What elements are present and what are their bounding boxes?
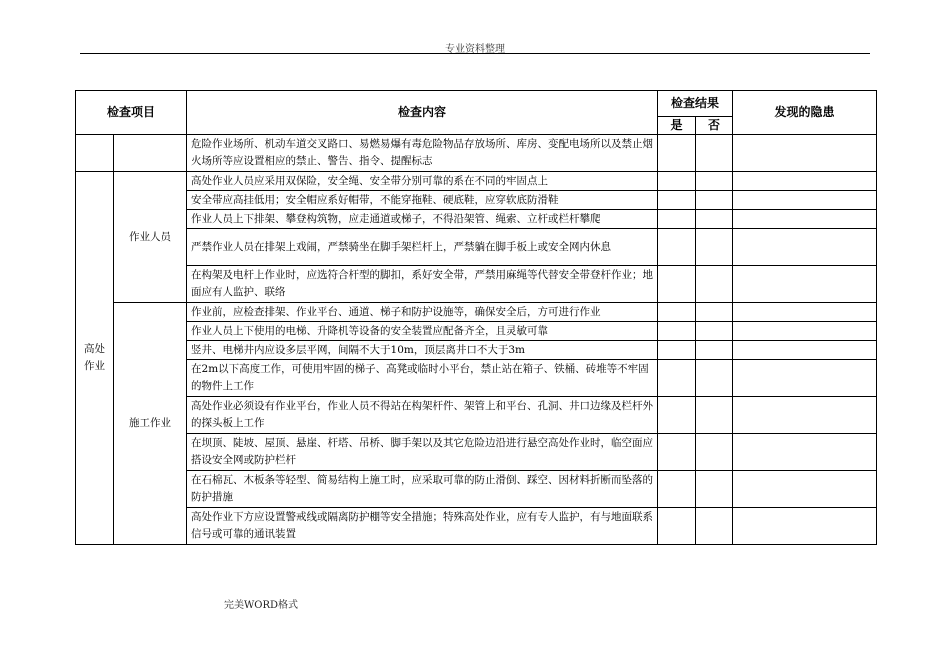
no-checkbox-cell[interactable] [696,322,733,341]
yes-checkbox-cell[interactable] [658,397,696,434]
table-row [76,210,877,229]
table-row [76,322,877,341]
check-content: 竖井、电梯井内应设多层平网，间隔不大于10m，顶层离井口不大于3m [187,341,658,360]
hazard-cell[interactable] [733,322,877,341]
yes-checkbox-cell[interactable] [658,135,696,172]
no-checkbox-cell[interactable] [696,341,733,360]
header-result: 检查结果 [658,91,733,117]
hazard-cell[interactable] [733,266,877,303]
yes-checkbox-cell[interactable] [658,471,696,508]
no-checkbox-cell[interactable] [696,471,733,508]
check-content: 严禁作业人员在排架上戏闹，严禁骑坐在脚手架栏杆上，严禁躺在脚手板上或安全网内休息 [187,229,658,266]
header-content: 检查内容 [187,91,658,135]
no-checkbox-cell[interactable] [696,508,733,545]
header-divider [80,53,870,54]
table-row [76,434,877,471]
no-checkbox-cell[interactable] [696,229,733,266]
no-checkbox-cell[interactable] [696,210,733,229]
no-checkbox-cell[interactable] [696,266,733,303]
table-header-row [76,91,877,117]
subcategory-label: 作业人员 [114,172,187,303]
hazard-cell[interactable] [733,135,877,172]
yes-checkbox-cell[interactable] [658,322,696,341]
hazard-cell[interactable] [733,210,877,229]
header-yes: 是 [658,117,696,135]
yes-checkbox-cell[interactable] [658,508,696,545]
no-checkbox-cell[interactable] [696,360,733,397]
inspection-checklist-table [75,90,877,545]
table-row [76,471,877,508]
yes-checkbox-cell[interactable] [658,172,696,191]
check-content: 危险作业场所、机动车道交叉路口、易燃易爆有毒危险物品存放场所、库房、变配电场所以及禁止烟火场所等应设置相应的禁止、警告、指令、提醒标志 [187,135,658,172]
yes-checkbox-cell[interactable] [658,341,696,360]
hazard-cell[interactable] [733,471,877,508]
no-checkbox-cell[interactable] [696,303,733,322]
table-row [76,191,877,210]
check-content: 作业前，应检查排架、作业平台、通道、梯子和防护设施等，确保安全后，方可进行作业 [187,303,658,322]
page-footer: 完美WORD格式 [224,600,299,611]
header-no: 否 [696,117,733,135]
subcategory-label: 施工作业 [114,303,187,545]
yes-checkbox-cell[interactable] [658,360,696,397]
empty-cell [114,135,187,172]
yes-checkbox-cell[interactable] [658,266,696,303]
hazard-cell[interactable] [733,229,877,266]
no-checkbox-cell[interactable] [696,191,733,210]
hazard-cell[interactable] [733,341,877,360]
check-content: 在构架及电杆上作业时，应选符合杆型的脚扣，系好安全带，严禁用麻绳等代替安全带登杆作业；地面应有人监护、联络 [187,266,658,303]
yes-checkbox-cell[interactable] [658,229,696,266]
table-row [76,266,877,303]
hazard-cell[interactable] [733,303,877,322]
check-content: 作业人员上下排架、攀登构筑物，应走通道或梯子，不得沿架管、绳索、立杆或栏杆攀爬 [187,210,658,229]
page-header: 专业资料整理 [445,44,505,55]
yes-checkbox-cell[interactable] [658,434,696,471]
table-row [76,229,877,266]
hazard-cell[interactable] [733,172,877,191]
table-row [76,508,877,545]
hazard-cell[interactable] [733,191,877,210]
yes-checkbox-cell[interactable] [658,210,696,229]
table-row [76,135,877,172]
hazard-cell[interactable] [733,397,877,434]
header-item: 检查项目 [76,91,187,135]
check-content: 高处作业人员应采用双保险，安全绳、安全带分别可靠的系在不同的牢固点上 [187,172,658,191]
no-checkbox-cell[interactable] [696,397,733,434]
hazard-cell[interactable] [733,360,877,397]
yes-checkbox-cell[interactable] [658,303,696,322]
check-content: 安全带应高挂低用；安全帽应系好帽带，不能穿拖鞋、硬底鞋，应穿软底防滑鞋 [187,191,658,210]
table-row [76,303,877,322]
table-row [76,397,877,434]
table-row [76,341,877,360]
no-checkbox-cell[interactable] [696,434,733,471]
check-content: 高处作业必须设有作业平台，作业人员不得站在构架杆件、架管上和平台、孔洞、井口边缘及栏杆外的探头板上工作 [187,397,658,434]
check-content: 高处作业下方应设置警戒线或隔离防护棚等安全措施；特殊高处作业，应有专人监护，有与地面联系信号或可靠的通讯装置 [187,508,658,545]
check-content: 在坝顶、陡坡、屋顶、悬崖、杆塔、吊桥、脚手架以及其它危险边沿进行悬空高处作业时，临空面应搭设安全网或防护栏杆 [187,434,658,471]
table-row [76,360,877,397]
yes-checkbox-cell[interactable] [658,191,696,210]
check-content: 在石棉瓦、木板条等轻型、简易结构上施工时，应采取可靠的防止滑倒、踩空、因材料折断而坠落的防护措施 [187,471,658,508]
no-checkbox-cell[interactable] [696,135,733,172]
category-label: 高处作业 [76,172,114,545]
check-content: 作业人员上下使用的电梯、升降机等设备的安全装置应配备齐全，且灵敏可靠 [187,322,658,341]
no-checkbox-cell[interactable] [696,172,733,191]
hazard-cell[interactable] [733,508,877,545]
header-hazards: 发现的隐患 [733,91,877,135]
check-content: 在2m以下高度工作，可使用牢固的梯子、高凳或临时小平台，禁止站在箱子、铁桶、砖堆等不牢固的物件上工作 [187,360,658,397]
hazard-cell[interactable] [733,434,877,471]
table-row [76,172,877,191]
empty-cell [76,135,114,172]
